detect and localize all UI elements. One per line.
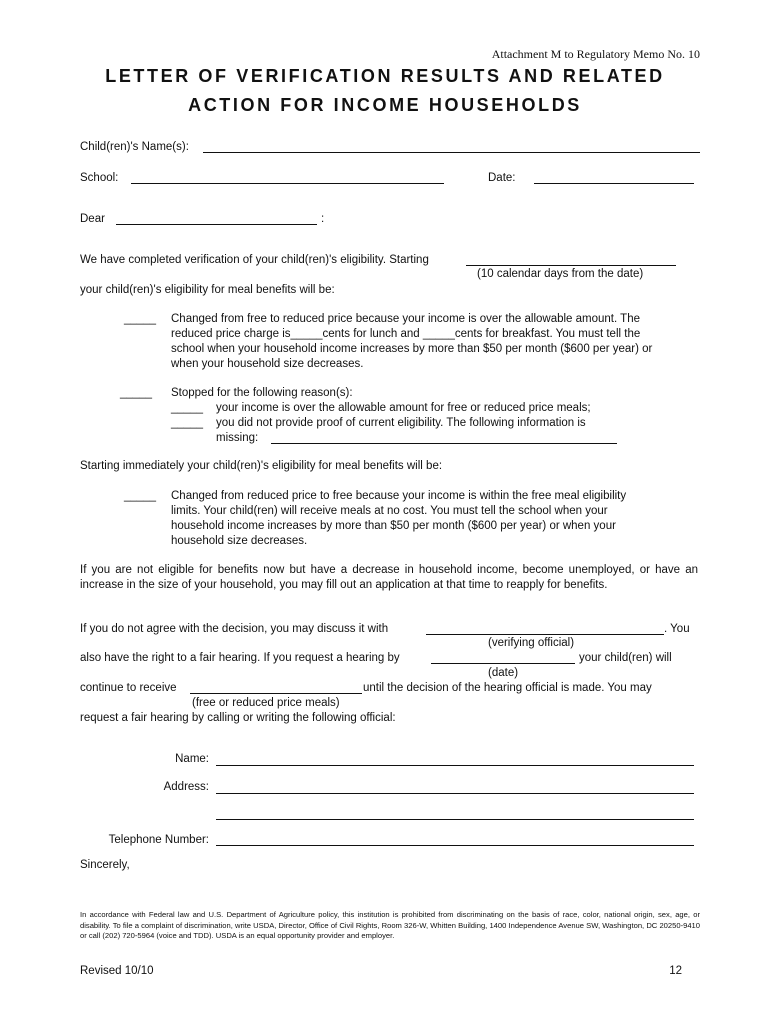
reason1-text: your income is over the allowable amount for free or reduced price meals; bbox=[216, 402, 591, 414]
official-phone-field[interactable] bbox=[216, 845, 694, 846]
school-label: School: bbox=[80, 172, 119, 184]
page-number: 12 bbox=[669, 965, 682, 977]
dear-colon: : bbox=[321, 213, 325, 225]
missing-label: missing: bbox=[216, 432, 259, 444]
date-label: Date: bbox=[488, 172, 516, 184]
hearing-date-field[interactable] bbox=[431, 663, 575, 664]
appeal-line4: request a fair hearing by calling or writing the following official: bbox=[80, 712, 396, 724]
official-address-field-1[interactable] bbox=[216, 793, 694, 794]
option-reduced-line3: school when your household income increases by more than $50 per month ($600 per year) or bbox=[171, 343, 653, 355]
appeal-line2-start: also have the right to a fair hearing. If you request a hearing by bbox=[80, 652, 400, 664]
reason2-checkbox[interactable]: _____ bbox=[171, 417, 203, 429]
official-address-label: Address: bbox=[163, 781, 209, 793]
official-name-field[interactable] bbox=[216, 765, 694, 766]
verifying-official-note: (verifying official) bbox=[488, 637, 575, 649]
appeal-line3-start: continue to receive bbox=[80, 682, 177, 694]
attachment-reference: Attachment M to Regulatory Memo No. 10 bbox=[491, 47, 700, 61]
free-reduced-note: (free or reduced price meals) bbox=[192, 697, 340, 709]
option-stopped-checkbox[interactable]: _____ bbox=[120, 387, 152, 399]
verification-intro: We have completed verification of your child(ren)'s eligibility. Starting bbox=[80, 254, 429, 266]
children-name-field[interactable] bbox=[203, 152, 700, 153]
school-field[interactable] bbox=[131, 183, 444, 184]
official-address-field-2[interactable] bbox=[216, 819, 694, 820]
option-reduced-checkbox[interactable]: _____ bbox=[124, 313, 156, 325]
reason2-text: you did not provide proof of current eligibility. The following information is bbox=[216, 417, 586, 429]
eligibility-line: your child(ren)'s eligibility for meal benefits will be: bbox=[80, 284, 335, 296]
official-name-label: Name: bbox=[175, 753, 209, 765]
option-reduced-line1: Changed from free to reduced price because your income is over the allowable amount. The bbox=[171, 313, 640, 325]
option-free-line4: household size decreases. bbox=[171, 535, 308, 547]
missing-info-field[interactable] bbox=[271, 443, 617, 444]
option-free-line3: household income increases by more than $50 per month ($600 per year) or when your bbox=[171, 520, 616, 532]
appeal-line2-end: your child(ren) will bbox=[579, 652, 672, 664]
option-free-line1: Changed from reduced price to free because your income is within the free meal eligibility bbox=[171, 490, 627, 502]
reapply-paragraph: If you are not eligible for benefits now but have a decrease in household income, become unemployed, or have an increase in the size of your household, you may fill out an application at that time to reapply for benefits. bbox=[80, 564, 698, 591]
reason1-checkbox[interactable]: _____ bbox=[171, 402, 203, 414]
dear-name-field[interactable] bbox=[116, 224, 317, 225]
appeal-line1-start: If you do not agree with the decision, you may discuss it with bbox=[80, 623, 389, 635]
option-free-line2: limits. Your child(ren) will receive meals at no cost. You must tell the school when your bbox=[171, 505, 608, 517]
date-note: (date) bbox=[488, 667, 519, 679]
immediate-intro: Starting immediately your child(ren)'s eligibility for meal benefits will be: bbox=[80, 460, 443, 472]
page-title-line2: ACTION FOR INCOME HOUSEHOLDS bbox=[188, 95, 582, 115]
children-name-label: Child(ren)'s Name(s): bbox=[80, 141, 189, 153]
meal-type-field[interactable] bbox=[190, 693, 362, 694]
nondiscrimination-statement: In accordance with Federal law and U.S. Department of Agriculture policy, this institution is prohibited from discriminating on the basis of race, color, national origin, sex, age, or disability. To file a complaint of discrimination, write USDA, Director, Office of Civil Rights, Room 326-W, Whitten Building, 1400 Independence Avenue SW, Washington, DC 20250-9410 or call (202) 720-5964 (voice and TDD). USDA is an equal opportunity provider and employer. bbox=[80, 910, 700, 940]
appeal-line1-end: . You bbox=[664, 623, 690, 635]
official-phone-label: Telephone Number: bbox=[108, 834, 209, 846]
option-reduced-line4: when your household size decreases. bbox=[171, 358, 364, 370]
starting-date-field[interactable] bbox=[466, 265, 676, 266]
days-note: (10 calendar days from the date) bbox=[477, 268, 644, 280]
option-reduced-line2: reduced price charge is_____cents for lunch and _____cents for breakfast. You must tell the bbox=[171, 328, 641, 340]
revised-date: Revised 10/10 bbox=[80, 965, 154, 977]
date-field[interactable] bbox=[534, 183, 694, 184]
option-free-checkbox[interactable]: _____ bbox=[124, 490, 156, 502]
verifying-official-field[interactable] bbox=[426, 634, 664, 635]
closing: Sincerely, bbox=[80, 859, 130, 871]
page-title-line1: LETTER OF VERIFICATION RESULTS AND RELATED bbox=[105, 66, 665, 86]
dear-label: Dear bbox=[80, 213, 105, 225]
option-stopped-label: Stopped for the following reason(s): bbox=[171, 387, 353, 399]
appeal-line3-end: until the decision of the hearing official is made. You may bbox=[363, 682, 652, 694]
